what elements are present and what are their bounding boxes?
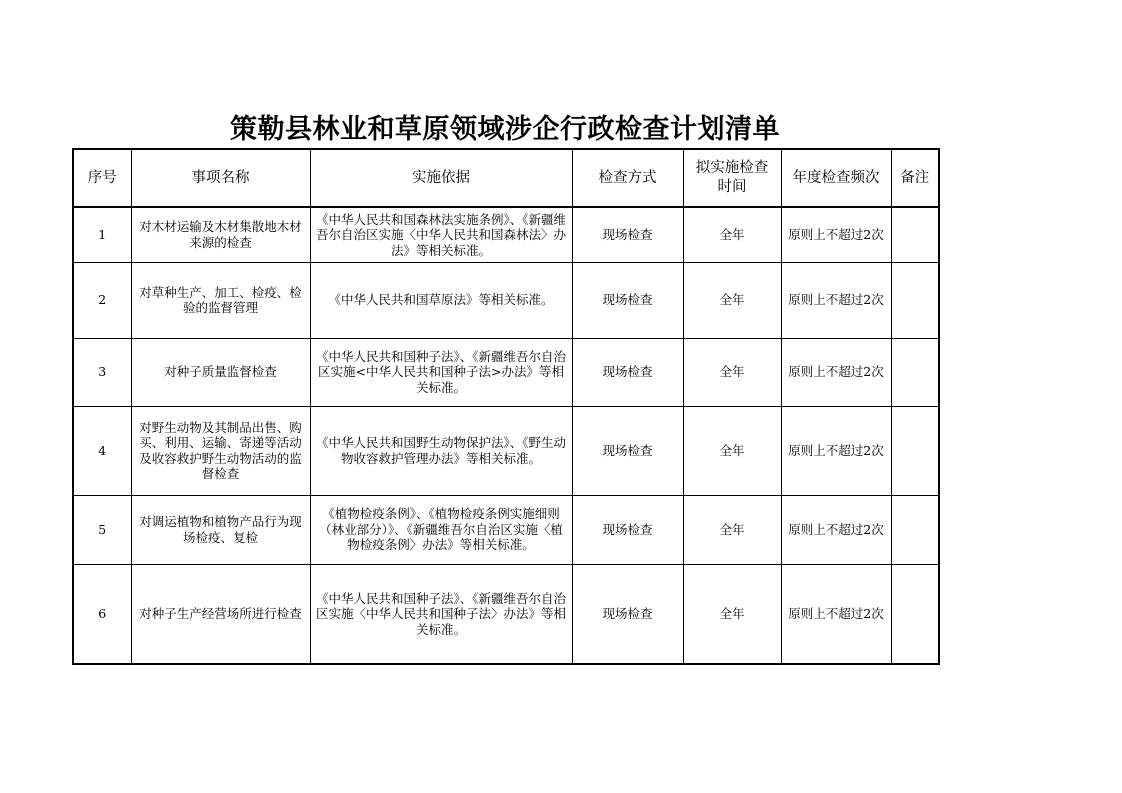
header-time: 拟实施检查时间 — [683, 149, 781, 207]
cell-time: 全年 — [683, 564, 781, 664]
cell-basis: 《中华人民共和国种子法》、《新疆维吾尔自治区实施<中华人民共和国种子法>办法》等相关标准。 — [310, 338, 572, 406]
header-item: 事项名称 — [131, 149, 310, 207]
header-freq: 年度检查频次 — [781, 149, 891, 207]
cell-method: 现场检查 — [572, 262, 683, 338]
cell-note — [891, 495, 939, 564]
cell-item: 对种子质量监督检查 — [131, 338, 310, 406]
cell-seq: 3 — [73, 338, 131, 406]
cell-note — [891, 406, 939, 495]
cell-freq: 原则上不超过2次 — [781, 338, 891, 406]
cell-time: 全年 — [683, 262, 781, 338]
cell-seq: 5 — [73, 495, 131, 564]
cell-time: 全年 — [683, 207, 781, 262]
table-row — [73, 207, 939, 262]
cell-note — [891, 207, 939, 262]
cell-item: 对调运植物和植物产品行为现场检疫、复检 — [131, 495, 310, 564]
cell-note — [891, 262, 939, 338]
cell-item: 对草种生产、加工、检疫、检验的监督管理 — [131, 262, 310, 338]
cell-freq: 原则上不超过2次 — [781, 406, 891, 495]
cell-method: 现场检查 — [572, 564, 683, 664]
cell-freq: 原则上不超过2次 — [781, 262, 891, 338]
header-row — [73, 149, 939, 207]
page-title: 策勒县林业和草原领域涉企行政检查计划清单 — [230, 114, 780, 145]
cell-basis: 《中华人民共和国种子法》、《新疆维吾尔自治区实施〈中华人民共和国种子法〉办法》等相关标准。 — [310, 564, 572, 664]
cell-basis: 《中华人民共和国草原法》等相关标准。 — [310, 262, 572, 338]
table-row — [73, 406, 939, 495]
header-seq: 序号 — [73, 149, 131, 207]
table-row — [73, 564, 939, 664]
cell-method: 现场检查 — [572, 207, 683, 262]
table-row — [73, 262, 939, 338]
table-row — [73, 495, 939, 564]
cell-seq: 2 — [73, 262, 131, 338]
cell-time: 全年 — [683, 406, 781, 495]
cell-item: 对野生动物及其制品出售、购买、利用、运输、寄递等活动及收容救护野生动物活动的监督检查 — [131, 406, 310, 495]
header-note: 备注 — [891, 149, 939, 207]
cell-note — [891, 338, 939, 406]
cell-basis: 《中华人民共和国森林法实施条例》、《新疆维吾尔自治区实施〈中华人民共和国森林法〉办法》等相关标准。 — [310, 207, 572, 262]
cell-freq: 原则上不超过2次 — [781, 495, 891, 564]
cell-freq: 原则上不超过2次 — [781, 564, 891, 664]
cell-time: 全年 — [683, 338, 781, 406]
cell-time: 全年 — [683, 495, 781, 564]
cell-seq: 6 — [73, 564, 131, 664]
header-basis: 实施依据 — [310, 149, 572, 207]
cell-basis: 《中华人民共和国野生动物保护法》、《野生动物收容救护管理办法》等相关标准。 — [310, 406, 572, 495]
header-method: 检查方式 — [572, 149, 683, 207]
inspection-plan-table — [72, 148, 940, 665]
cell-method: 现场检查 — [572, 338, 683, 406]
table-row — [73, 338, 939, 406]
cell-item: 对木材运输及木材集散地木材来源的检查 — [131, 207, 310, 262]
cell-seq: 4 — [73, 406, 131, 495]
cell-seq: 1 — [73, 207, 131, 262]
cell-note — [891, 564, 939, 664]
cell-method: 现场检查 — [572, 406, 683, 495]
cell-basis: 《植物检疫条例》、《植物检疫条例实施细则（林业部分）》、《新疆维吾尔自治区实施〈植物检疫条例〉办法》等相关标准。 — [310, 495, 572, 564]
cell-method: 现场检查 — [572, 495, 683, 564]
cell-freq: 原则上不超过2次 — [781, 207, 891, 262]
cell-item: 对种子生产经营场所进行检查 — [131, 564, 310, 664]
